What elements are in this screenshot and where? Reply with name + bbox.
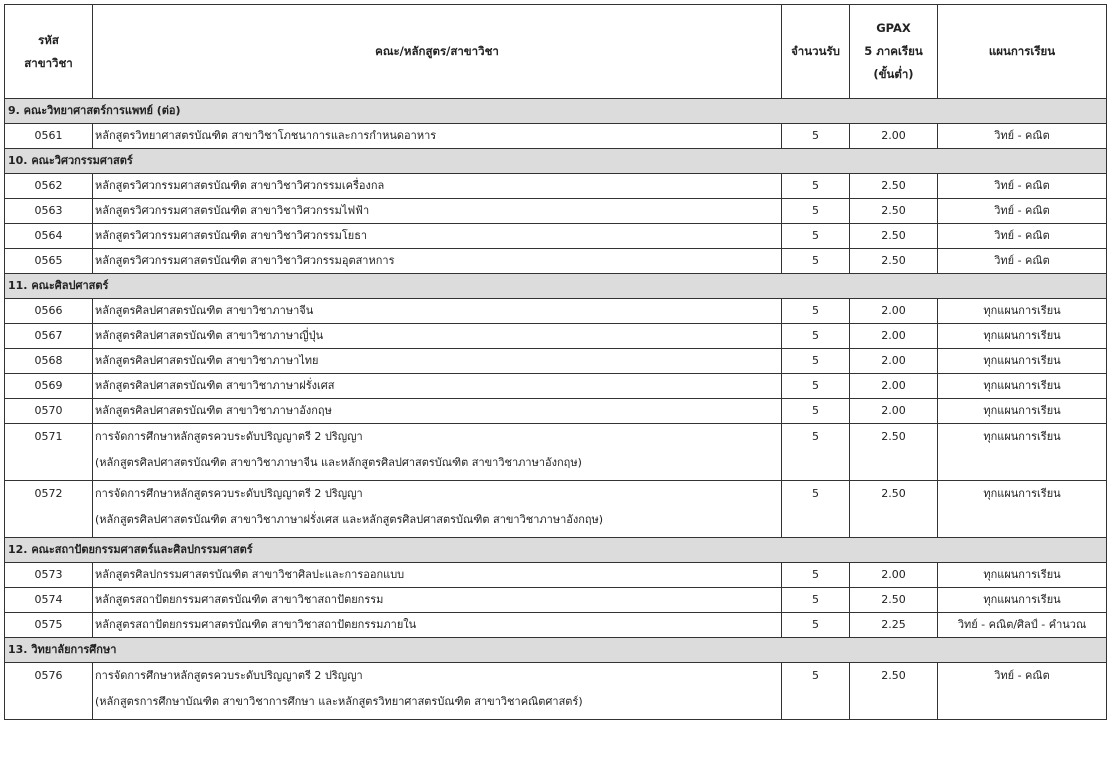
study-plan: ทุกแผนการเรียน bbox=[938, 299, 1107, 324]
program-name bbox=[93, 613, 782, 638]
program-name-line2: (หลักสูตรศิลปศาสตรบัณฑิต สาขาวิชาภาษาจีน และหลักสูตรศิลปศาสตรบัณฑิต สาขาวิชาภาษาอังกฤษ) bbox=[95, 456, 582, 469]
gpax-value: 2.00 bbox=[850, 324, 938, 349]
program-name bbox=[93, 374, 782, 399]
gpax-value: 2.50 bbox=[850, 249, 938, 274]
section-row bbox=[5, 538, 1107, 563]
seats-value: 5 bbox=[782, 349, 850, 374]
program-code: 0562 bbox=[5, 174, 93, 199]
program-code: 0569 bbox=[5, 374, 93, 399]
gpax-value: 2.50 bbox=[850, 199, 938, 224]
table-row bbox=[5, 588, 1107, 613]
header-code-line2: สาขาวิชา bbox=[24, 55, 73, 70]
program-name-line1: หลักสูตรสถาปัตยกรรมศาสตรบัณฑิต สาขาวิชาสถาปัตยกรรมภายใน bbox=[95, 618, 417, 631]
program-name bbox=[93, 124, 782, 149]
table-row bbox=[5, 563, 1107, 588]
program-name bbox=[93, 349, 782, 374]
program-name-line1: หลักสูตรวิทยาศาสตรบัณฑิต สาขาวิชาโภชนาการและการกำหนดอาหาร bbox=[95, 129, 437, 142]
table-header bbox=[5, 5, 1107, 99]
section-label: 11. คณะศิลปศาสตร์ bbox=[5, 274, 1107, 299]
gpax-value: 2.50 bbox=[850, 224, 938, 249]
header-gpax-line3: (ขั้นต่ำ) bbox=[873, 67, 914, 81]
study-plan: ทุกแผนการเรียน bbox=[938, 324, 1107, 349]
seats-value: 5 bbox=[782, 249, 850, 274]
table-row bbox=[5, 174, 1107, 199]
program-name-line1: หลักสูตรวิศวกรรมศาสตรบัณฑิต สาขาวิชาวิศวกรรมโยธา bbox=[95, 229, 368, 242]
gpax-value: 2.00 bbox=[850, 399, 938, 424]
program-name-line1: การจัดการศึกษาหลักสูตรควบระดับปริญญาตรี 2 ปริญญา bbox=[95, 669, 363, 682]
study-plan: วิทย์ - คณิต bbox=[938, 224, 1107, 249]
gpax-value: 2.50 bbox=[850, 481, 938, 538]
program-code: 0568 bbox=[5, 349, 93, 374]
gpax-value: 2.00 bbox=[850, 563, 938, 588]
program-name bbox=[93, 663, 782, 720]
gpax-value: 2.50 bbox=[850, 424, 938, 481]
program-code: 0574 bbox=[5, 588, 93, 613]
program-code: 0567 bbox=[5, 324, 93, 349]
section-row bbox=[5, 274, 1107, 299]
section-label: 9. คณะวิทยาศาสตร์การแพทย์ (ต่อ) bbox=[5, 99, 1107, 124]
program-code: 0571 bbox=[5, 424, 93, 481]
program-name-line1: หลักสูตรศิลปศาสตรบัณฑิต สาขาวิชาภาษาจีน bbox=[95, 304, 314, 317]
gpax-value: 2.50 bbox=[850, 588, 938, 613]
program-name-line1: หลักสูตรศิลปศาสตรบัณฑิต สาขาวิชาภาษาไทย bbox=[95, 354, 319, 367]
seats-value: 5 bbox=[782, 663, 850, 720]
program-code: 0572 bbox=[5, 481, 93, 538]
program-name bbox=[93, 481, 782, 538]
header-code bbox=[5, 5, 93, 99]
seats-value: 5 bbox=[782, 199, 850, 224]
program-name-line2: (หลักสูตรศิลปศาสตรบัณฑิต สาขาวิชาภาษาฝรั่งเศส และหลักสูตรศิลปศาสตรบัณฑิต สาขาวิชาภาษาอังกฤษ) bbox=[95, 513, 604, 526]
table-body bbox=[5, 99, 1107, 720]
gpax-value: 2.25 bbox=[850, 613, 938, 638]
section-row bbox=[5, 638, 1107, 663]
table-row bbox=[5, 299, 1107, 324]
gpax-value: 2.00 bbox=[850, 349, 938, 374]
program-code: 0564 bbox=[5, 224, 93, 249]
program-code: 0565 bbox=[5, 249, 93, 274]
study-plan: ทุกแผนการเรียน bbox=[938, 424, 1107, 481]
seats-value: 5 bbox=[782, 324, 850, 349]
seats-value: 5 bbox=[782, 174, 850, 199]
study-plan: ทุกแผนการเรียน bbox=[938, 563, 1107, 588]
seats-value: 5 bbox=[782, 563, 850, 588]
program-name bbox=[93, 199, 782, 224]
program-name bbox=[93, 563, 782, 588]
program-name bbox=[93, 249, 782, 274]
study-plan: วิทย์ - คณิต bbox=[938, 249, 1107, 274]
header-gpax bbox=[850, 5, 938, 99]
header-code-line1: รหัส bbox=[38, 32, 59, 47]
gpax-value: 2.00 bbox=[850, 124, 938, 149]
program-code: 0570 bbox=[5, 399, 93, 424]
program-code: 0576 bbox=[5, 663, 93, 720]
table-row bbox=[5, 249, 1107, 274]
program-name bbox=[93, 299, 782, 324]
program-name-line1: หลักสูตรวิศวกรรมศาสตรบัณฑิต สาขาวิชาวิศวกรรมเครื่องกล bbox=[95, 179, 385, 192]
seats-value: 5 bbox=[782, 613, 850, 638]
table-row bbox=[5, 224, 1107, 249]
header-program: คณะ/หลักสูตร/สาขาวิชา bbox=[93, 5, 782, 99]
program-name-line1: หลักสูตรสถาปัตยกรรมศาสตรบัณฑิต สาขาวิชาสถาปัตยกรรม bbox=[95, 593, 384, 606]
table-row bbox=[5, 663, 1107, 720]
program-name-line1: หลักสูตรศิลปศาสตรบัณฑิต สาขาวิชาภาษาอังกฤษ bbox=[95, 404, 332, 417]
program-name bbox=[93, 588, 782, 613]
table-row bbox=[5, 199, 1107, 224]
study-plan: ทุกแผนการเรียน bbox=[938, 481, 1107, 538]
program-name bbox=[93, 324, 782, 349]
seats-value: 5 bbox=[782, 481, 850, 538]
program-name-line1: หลักสูตรวิศวกรรมศาสตรบัณฑิต สาขาวิชาวิศวกรรมไฟฟ้า bbox=[95, 204, 370, 217]
program-name-line1: หลักสูตรศิลปศาสตรบัณฑิต สาขาวิชาภาษาญี่ปุ่น bbox=[95, 329, 324, 342]
program-name-line1: การจัดการศึกษาหลักสูตรควบระดับปริญญาตรี 2 ปริญญา bbox=[95, 430, 363, 443]
header-gpax-line1: GPAX bbox=[876, 21, 911, 35]
program-code: 0563 bbox=[5, 199, 93, 224]
gpax-value: 2.00 bbox=[850, 374, 938, 399]
program-code: 0573 bbox=[5, 563, 93, 588]
table-row bbox=[5, 399, 1107, 424]
program-table bbox=[4, 4, 1107, 720]
seats-value: 5 bbox=[782, 374, 850, 399]
section-label: 12. คณะสถาปัตยกรรมศาสตร์และศิลปกรรมศาสตร์ bbox=[5, 538, 1107, 563]
gpax-value: 2.00 bbox=[850, 299, 938, 324]
seats-value: 5 bbox=[782, 588, 850, 613]
study-plan: วิทย์ - คณิต bbox=[938, 199, 1107, 224]
table-row bbox=[5, 481, 1107, 538]
study-plan: วิทย์ - คณิต/ศิลป์ - คำนวณ bbox=[938, 613, 1107, 638]
study-plan: ทุกแผนการเรียน bbox=[938, 588, 1107, 613]
header-plan: แผนการเรียน bbox=[938, 5, 1107, 99]
program-name-line1: การจัดการศึกษาหลักสูตรควบระดับปริญญาตรี 2 ปริญญา bbox=[95, 487, 363, 500]
seats-value: 5 bbox=[782, 424, 850, 481]
seats-value: 5 bbox=[782, 224, 850, 249]
program-code: 0566 bbox=[5, 299, 93, 324]
section-label: 13. วิทยาลัยการศึกษา bbox=[5, 638, 1107, 663]
table-row bbox=[5, 349, 1107, 374]
program-name bbox=[93, 174, 782, 199]
seats-value: 5 bbox=[782, 299, 850, 324]
program-name-line1: หลักสูตรวิศวกรรมศาสตรบัณฑิต สาขาวิชาวิศวกรรมอุตสาหการ bbox=[95, 254, 395, 267]
seats-value: 5 bbox=[782, 124, 850, 149]
seats-value: 5 bbox=[782, 399, 850, 424]
document-page bbox=[4, 4, 1106, 720]
program-name-line1: หลักสูตรศิลปกรรมศาสตรบัณฑิต สาขาวิชาศิลปะและการออกแบบ bbox=[95, 568, 405, 581]
header-seats: จำนวนรับ bbox=[782, 5, 850, 99]
gpax-value: 2.50 bbox=[850, 663, 938, 720]
study-plan: วิทย์ - คณิต bbox=[938, 663, 1107, 720]
study-plan: วิทย์ - คณิต bbox=[938, 124, 1107, 149]
program-name bbox=[93, 224, 782, 249]
study-plan: วิทย์ - คณิต bbox=[938, 174, 1107, 199]
gpax-value: 2.50 bbox=[850, 174, 938, 199]
program-name-line1: หลักสูตรศิลปศาสตรบัณฑิต สาขาวิชาภาษาฝรั่งเศส bbox=[95, 379, 335, 392]
program-name bbox=[93, 399, 782, 424]
table-row bbox=[5, 374, 1107, 399]
program-name bbox=[93, 424, 782, 481]
table-row bbox=[5, 324, 1107, 349]
program-name-line2: (หลักสูตรการศึกษาบัณฑิต สาขาวิชาการศึกษา และหลักสูตรวิทยาศาสตรบัณฑิต สาขาวิชาคณิตศาสตร์) bbox=[95, 695, 583, 708]
study-plan: ทุกแผนการเรียน bbox=[938, 349, 1107, 374]
header-gpax-line2: 5 ภาคเรียน bbox=[864, 44, 923, 58]
section-row bbox=[5, 149, 1107, 174]
study-plan: ทุกแผนการเรียน bbox=[938, 374, 1107, 399]
table-row bbox=[5, 613, 1107, 638]
study-plan: ทุกแผนการเรียน bbox=[938, 399, 1107, 424]
table-row bbox=[5, 424, 1107, 481]
program-code: 0575 bbox=[5, 613, 93, 638]
program-code: 0561 bbox=[5, 124, 93, 149]
table-row bbox=[5, 124, 1107, 149]
section-row bbox=[5, 99, 1107, 124]
section-label: 10. คณะวิศวกรรมศาสตร์ bbox=[5, 149, 1107, 174]
